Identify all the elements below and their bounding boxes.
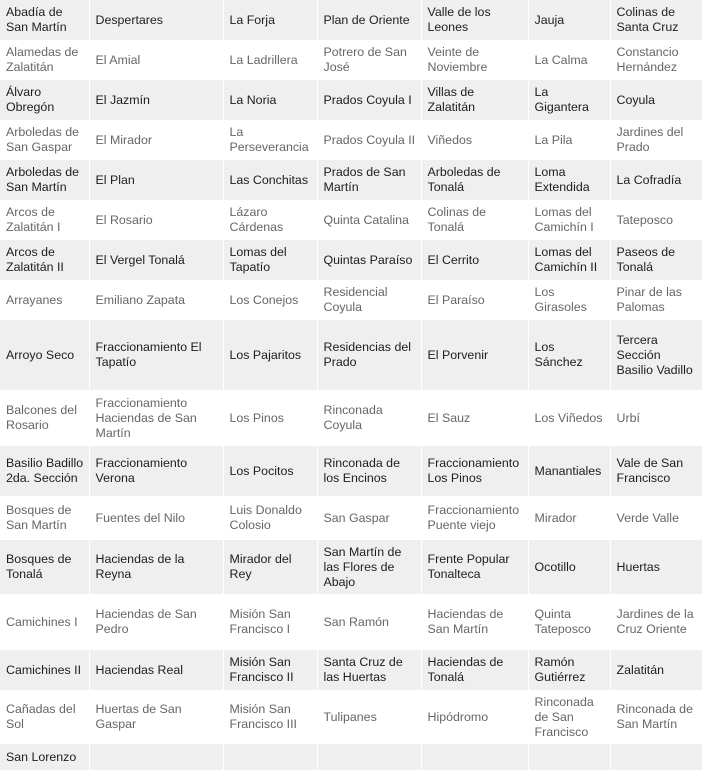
table-cell: Prados de San Martín [317, 160, 421, 200]
table-cell: Arcos de Zalatitán II [0, 240, 89, 280]
table-cell: Los Sánchez [528, 320, 610, 390]
table-cell: Residencial Coyula [317, 280, 421, 320]
table-cell: Fraccionamiento Los Pinos [421, 446, 528, 496]
table-row [0, 40, 702, 80]
table-cell: El Jazmín [89, 80, 223, 120]
table-row [0, 390, 702, 446]
table-cell: Los Pocitos [223, 446, 317, 496]
table-cell: La Cofradía [610, 160, 702, 200]
table-cell [317, 744, 421, 770]
table-cell: Quintas Paraíso [317, 240, 421, 280]
table-cell: Quinta Catalina [317, 200, 421, 240]
table-cell: La Ladrillera [223, 40, 317, 80]
table-cell: Álvaro Obregón [0, 80, 89, 120]
table-cell: Bosques de San Martín [0, 496, 89, 540]
table-cell: Haciendas de San Pedro [89, 594, 223, 650]
table-cell: La Perseverancia [223, 120, 317, 160]
table-row [0, 240, 702, 280]
table-row [0, 690, 702, 744]
table-cell [223, 744, 317, 770]
table-cell: La Gigantera [528, 80, 610, 120]
table-cell: Ocotillo [528, 540, 610, 594]
table-row [0, 280, 702, 320]
table-cell: Haciendas Real [89, 650, 223, 690]
table-cell: Fraccionamiento Verona [89, 446, 223, 496]
table-cell: Verde Valle [610, 496, 702, 540]
table-cell [528, 744, 610, 770]
table-cell: Mirador [528, 496, 610, 540]
table-row [0, 160, 702, 200]
table-cell: Fraccionamiento El Tapatío [89, 320, 223, 390]
column-header: La Forja [223, 0, 317, 40]
table-cell: Jardines de la Cruz Oriente [610, 594, 702, 650]
table-cell: La Calma [528, 40, 610, 80]
table-cell: Huertas [610, 540, 702, 594]
table-cell: Coyula [610, 80, 702, 120]
table-cell: Camichines I [0, 594, 89, 650]
table-cell [421, 744, 528, 770]
table-row [0, 540, 702, 594]
table-cell: El Mirador [89, 120, 223, 160]
table-cell: Santa Cruz de las Huertas [317, 650, 421, 690]
table-cell: Constancio Hernández [610, 40, 702, 80]
column-header: Jauja [528, 0, 610, 40]
table-cell: Potrero de San José [317, 40, 421, 80]
table-cell: Rinconada de los Encinos [317, 446, 421, 496]
table-cell: Tulipanes [317, 690, 421, 744]
table-cell: Paseos de Tonalá [610, 240, 702, 280]
table-cell: Lomas del Camichín I [528, 200, 610, 240]
table-cell: Jardines del Prado [610, 120, 702, 160]
column-header: Valle de los Leones [421, 0, 528, 40]
table-cell: Los Conejos [223, 280, 317, 320]
table-cell: Loma Extendida [528, 160, 610, 200]
table-cell: Lázaro Cárdenas [223, 200, 317, 240]
table-cell: El Paraíso [421, 280, 528, 320]
table-cell: Hipódromo [421, 690, 528, 744]
table-cell: Emiliano Zapata [89, 280, 223, 320]
table-cell: Lomas del Camichín II [528, 240, 610, 280]
table-cell: Rinconada de San Francisco [528, 690, 610, 744]
table-cell: Pinar de las Palomas [610, 280, 702, 320]
table-row [0, 650, 702, 690]
table-cell: Cañadas del Sol [0, 690, 89, 744]
table-cell: Veinte de Noviembre [421, 40, 528, 80]
table-cell: Camichines II [0, 650, 89, 690]
table-cell: Tateposco [610, 200, 702, 240]
table-cell: Zalatitán [610, 650, 702, 690]
table-cell: Fraccionamiento Puente viejo [421, 496, 528, 540]
table-cell: Haciendas de San Martín [421, 594, 528, 650]
table-cell: Urbí [610, 390, 702, 446]
table-row [0, 120, 702, 160]
table-cell: Los Girasoles [528, 280, 610, 320]
table-cell: Alamedas de Zalatitán [0, 40, 89, 80]
table-cell: El Rosario [89, 200, 223, 240]
table-row [0, 446, 702, 496]
table-cell: Rinconada Coyula [317, 390, 421, 446]
table-cell: San Lorenzo [0, 744, 89, 770]
table-cell: Huertas de San Gaspar [89, 690, 223, 744]
table-cell: La Pila [528, 120, 610, 160]
table-cell: Arrayanes [0, 280, 89, 320]
column-header: Abadía de San Martín [0, 0, 89, 40]
table-cell: Ramón Gutiérrez [528, 650, 610, 690]
table-cell: El Sauz [421, 390, 528, 446]
table-cell: Fuentes del Nilo [89, 496, 223, 540]
table-cell: Tercera Sección Basilio Vadillo [610, 320, 702, 390]
table-cell: Arcos de Zalatitán I [0, 200, 89, 240]
table-cell: El Plan [89, 160, 223, 200]
table-cell: San Gaspar [317, 496, 421, 540]
table-cell: Los Pinos [223, 390, 317, 446]
table-cell: Arroyo Seco [0, 320, 89, 390]
table-cell: Prados Coyula I [317, 80, 421, 120]
table-body [0, 40, 702, 770]
table-cell: Arboledas de San Gaspar [0, 120, 89, 160]
table-cell: Haciendas de la Reyna [89, 540, 223, 594]
table-cell: Misión San Francisco III [223, 690, 317, 744]
table-cell: La Noria [223, 80, 317, 120]
table-row [0, 320, 702, 390]
table-cell: Prados Coyula II [317, 120, 421, 160]
table-cell: Arboledas de Tonalá [421, 160, 528, 200]
table-cell [610, 744, 702, 770]
table-cell: Viñedos [421, 120, 528, 160]
table-row [0, 200, 702, 240]
table-cell: Misión San Francisco I [223, 594, 317, 650]
table-cell: Los Viñedos [528, 390, 610, 446]
table-cell: El Amial [89, 40, 223, 80]
header-row [0, 0, 702, 40]
table-cell: Colinas de Tonalá [421, 200, 528, 240]
table-cell: El Vergel Tonalá [89, 240, 223, 280]
table-cell: Villas de Zalatitán [421, 80, 528, 120]
table-cell: San Martín de las Flores de Abajo [317, 540, 421, 594]
table-cell: Bosques de Tonalá [0, 540, 89, 594]
table-cell: Arboledas de San Martín [0, 160, 89, 200]
table-cell: Frente Popular Tonalteca [421, 540, 528, 594]
table-row [0, 744, 702, 770]
table-cell: Vale de San Francisco [610, 446, 702, 496]
table-cell: Rinconada de San Martín [610, 690, 702, 744]
table-cell: El Cerrito [421, 240, 528, 280]
table-cell: San Ramón [317, 594, 421, 650]
table-row [0, 594, 702, 650]
table-cell [89, 744, 223, 770]
column-header: Despertares [89, 0, 223, 40]
table-header [0, 0, 702, 40]
table-cell: El Porvenir [421, 320, 528, 390]
table-cell: Fraccionamiento Haciendas de San Martín [89, 390, 223, 446]
table-row [0, 496, 702, 540]
column-header: Plan de Oriente [317, 0, 421, 40]
table-cell: Los Pajaritos [223, 320, 317, 390]
table-cell: Quinta Tateposco [528, 594, 610, 650]
table-cell: Lomas del Tapatío [223, 240, 317, 280]
column-header: Colinas de Santa Cruz [610, 0, 702, 40]
table-cell: Residencias del Prado [317, 320, 421, 390]
table-cell: Manantiales [528, 446, 610, 496]
table-row [0, 80, 702, 120]
table-cell: Las Conchitas [223, 160, 317, 200]
table-cell: Basilio Badillo 2da. Sección [0, 446, 89, 496]
table-cell: Luis Donaldo Colosio [223, 496, 317, 540]
table-cell: Haciendas de Tonalá [421, 650, 528, 690]
table-cell: Mirador del Rey [223, 540, 317, 594]
table-cell: Balcones del Rosario [0, 390, 89, 446]
table-cell: Misión San Francisco II [223, 650, 317, 690]
